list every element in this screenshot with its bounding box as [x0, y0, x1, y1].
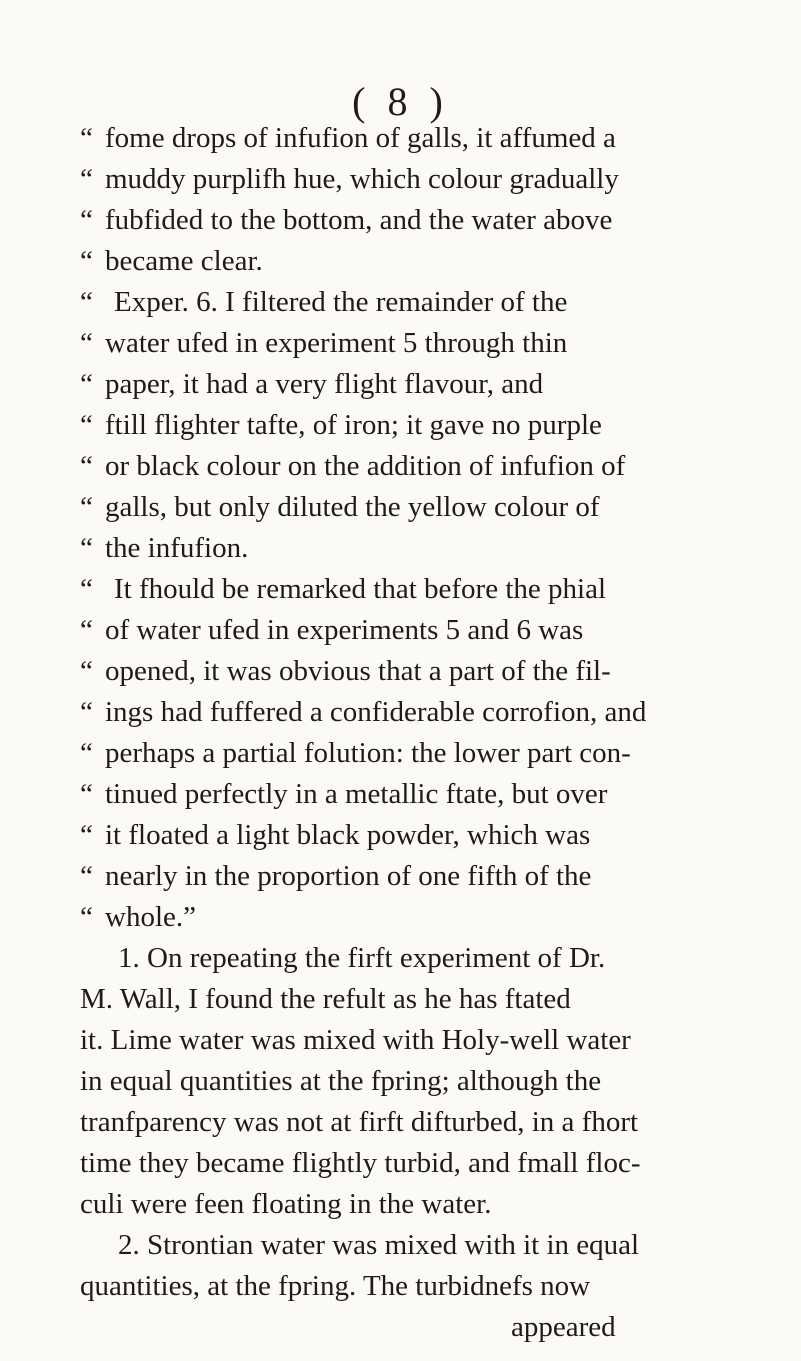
- line-text: fome drops of infufion of galls, it affumed a: [105, 122, 616, 154]
- text-line: [80, 364, 640, 405]
- text-line: [80, 733, 640, 774]
- quote-mark: “: [80, 245, 92, 277]
- quote-mark: “: [80, 655, 92, 687]
- quote-mark: “: [80, 819, 92, 851]
- text-line: [80, 528, 640, 569]
- line-text: perhaps a partial folution: the lower part con-: [105, 737, 631, 769]
- quote-mark: “: [80, 491, 92, 523]
- text-line: [80, 159, 640, 200]
- line-text: It fhould be remarked that before the phial: [114, 573, 606, 605]
- text-line: [80, 446, 640, 487]
- text-line: [80, 1266, 640, 1307]
- quote-mark: “: [80, 327, 92, 359]
- text-line: [80, 651, 640, 692]
- text-line: [80, 1102, 640, 1143]
- line-text: galls, but only diluted the yellow colour of: [105, 491, 600, 523]
- quote-mark: “: [80, 409, 92, 441]
- quote-mark: “: [80, 860, 92, 892]
- line-text: tranfparency was not at firft difturbed, in a fhort: [80, 1106, 639, 1138]
- quote-mark: “: [80, 573, 92, 605]
- quote-mark: “: [80, 901, 92, 933]
- quote-mark: “: [80, 122, 92, 154]
- text-line: [80, 282, 640, 323]
- page-number: ( 8 ): [352, 79, 449, 124]
- line-text: nearly in the proportion of one fifth of the: [105, 860, 592, 892]
- quote-mark: “: [80, 163, 92, 195]
- text-line: [80, 897, 640, 938]
- quote-mark: “: [80, 737, 92, 769]
- line-text: opened, it was obvious that a part of the fil-: [105, 655, 611, 687]
- line-text: in equal quantities at the fpring; although the: [80, 1065, 602, 1097]
- line-text: it floated a light black powder, which was: [105, 819, 591, 851]
- text-line: [80, 569, 640, 610]
- quote-mark: “: [80, 450, 92, 482]
- line-text: muddy purplifh hue, which colour gradually: [105, 163, 619, 195]
- quote-mark: “: [80, 204, 92, 236]
- line-text: water ufed in experiment 5 through thin: [105, 327, 568, 359]
- line-text: whole.”: [105, 901, 196, 933]
- line-text: Exper. 6. I filtered the remainder of the: [114, 286, 568, 318]
- text-line: [80, 610, 640, 651]
- line-text: paper, it had a very flight flavour, and: [105, 368, 544, 400]
- quote-mark: “: [80, 286, 92, 318]
- line-text: 1. On repeating the firft experiment of Dr.: [118, 942, 606, 974]
- line-text: culi were feen floating in the water.: [80, 1188, 492, 1220]
- text-line: [80, 856, 640, 897]
- line-text: ftill flighter tafte, of iron; it gave no purple: [105, 409, 602, 441]
- quote-mark: “: [80, 532, 92, 564]
- line-text: became clear.: [105, 245, 263, 277]
- text-line: [80, 1020, 640, 1061]
- line-text: quantities, at the fpring. The turbidnefs now: [80, 1270, 591, 1302]
- line-text: of water ufed in experiments 5 and 6 was: [105, 614, 584, 646]
- line-text: time they became flightly turbid, and fmall floc-: [80, 1147, 641, 1179]
- line-text: fubfided to the bottom, and the water above: [105, 204, 613, 236]
- text-line: [80, 1184, 640, 1225]
- line-text: ings had fuffered a confiderable corrofion, and: [105, 696, 647, 728]
- text-line: [80, 774, 640, 815]
- text-line: [80, 692, 647, 733]
- quote-mark: “: [80, 368, 92, 400]
- body-text: [80, 118, 647, 1348]
- line-text: tinued perfectly in a metallic ftate, but over: [105, 778, 608, 810]
- quote-mark: “: [80, 614, 92, 646]
- text-line: [80, 979, 640, 1020]
- line-text: 2. Strontian water was mixed with it in equal: [118, 1229, 640, 1261]
- text-line: [80, 938, 640, 979]
- text-line: [80, 118, 640, 159]
- line-text: it. Lime water was mixed with Holy-well water: [80, 1024, 631, 1056]
- text-line: [80, 1061, 640, 1102]
- line-text: or black colour on the addition of infufion of: [105, 450, 626, 482]
- text-line: [80, 1225, 640, 1266]
- text-line: [80, 241, 640, 282]
- catchword: [80, 1307, 640, 1348]
- quote-mark: “: [80, 696, 92, 728]
- text-line: [80, 405, 640, 446]
- catchword-text: appeared: [511, 1311, 616, 1343]
- line-text: M. Wall, I found the refult as he has ftated: [80, 983, 571, 1015]
- text-line: [80, 487, 640, 528]
- quote-mark: “: [80, 778, 92, 810]
- text-line: [80, 815, 640, 856]
- line-text: the infufion.: [105, 532, 249, 564]
- text-line: [80, 200, 640, 241]
- text-line: [80, 1143, 640, 1184]
- text-line: [80, 323, 640, 364]
